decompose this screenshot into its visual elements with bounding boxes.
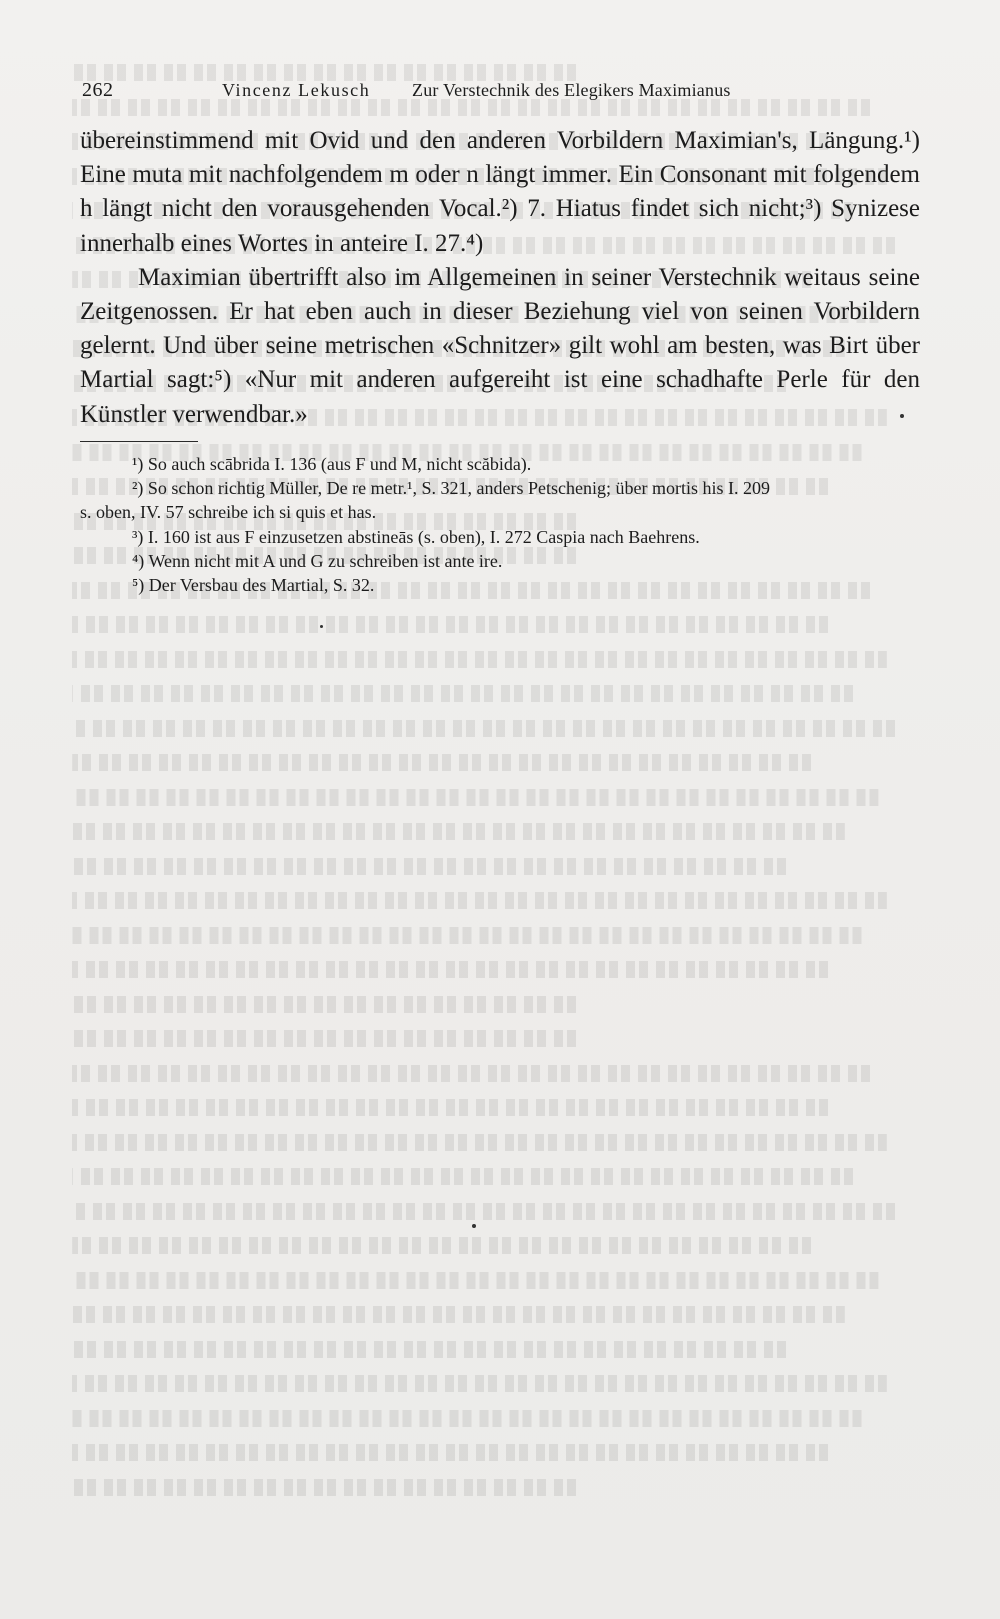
bleed-through-line xyxy=(72,1203,895,1220)
bleed-through-line xyxy=(72,1030,576,1047)
bleed-through-line xyxy=(72,892,887,909)
footnote-4: ⁴) Wenn nicht mit A und G zu schreiben ist ante ire. xyxy=(132,550,503,571)
ink-speck xyxy=(320,625,323,628)
bleed-through-line xyxy=(72,996,576,1013)
bleed-through-line xyxy=(72,1168,853,1185)
bleed-through-line xyxy=(72,1341,786,1358)
running-header-author: Vincenz Lekusch xyxy=(222,80,371,100)
bleed-through-line xyxy=(72,1272,878,1289)
bleed-through-line xyxy=(72,1306,845,1323)
footnote-5: ⁵) Der Versbau des Martial, S. 32. xyxy=(132,575,375,596)
bleed-through-line xyxy=(72,1134,887,1151)
ink-speck xyxy=(472,1224,476,1228)
bleed-through-line xyxy=(72,1099,828,1116)
bleed-through-line xyxy=(72,789,878,806)
bleed-through-line xyxy=(72,1444,828,1461)
bleed-through-line xyxy=(72,1375,887,1392)
paragraph-2: Maximian übertrifft also im Allgemeinen in seiner Verstechnik weitaus seine Zeitgenossen. Er hat eben auch in dieser Beziehung viel von seinen Vorbildern gelernt. Und über seine metrischen «Schnitzer» gilt wohl am besten, was Birt über Martial sagt:⁵) «Nur mit anderen aufgereiht ist eine schadhafte Perle für den Künstler verwendbar.» xyxy=(80,263,920,428)
bleed-through-line xyxy=(72,685,853,702)
bleed-through-line xyxy=(72,1410,862,1427)
bleed-through-line xyxy=(72,754,811,771)
paragraph-1: übereinstimmend mit Ovid und den anderen Vorbildern Maximian's, Längung.¹) Eine muta mit nachfolgendem m oder n längt immer. Ein Consonant mit folgendem h längt nicht den vorausgehenden Vocal.²) 7. Hiatus findet sich nicht;³) Synizese innerhalb eines Wortes in anteire I. 27.⁴) xyxy=(80,127,920,257)
bleed-through-line xyxy=(72,616,828,633)
footnotes xyxy=(80,452,920,597)
running-header-title: Zur Verstechnik des Elegikers Maximianus xyxy=(412,80,731,100)
page-number: 262 xyxy=(82,79,114,101)
main-text xyxy=(80,124,920,432)
bleed-through-line xyxy=(72,720,895,737)
footnote-3: ³) I. 160 ist aus F einzusetzen abstineās (s. oben), I. 272 Caspia nach Baehrens. xyxy=(132,526,700,547)
ink-speck xyxy=(900,414,904,418)
bleed-through-line xyxy=(72,1479,576,1496)
bleed-through-line xyxy=(72,1065,870,1082)
bleed-through-line xyxy=(72,651,887,668)
bleed-through-line xyxy=(72,927,862,944)
bleed-through-line xyxy=(72,961,828,978)
bleed-through-line xyxy=(72,1237,811,1254)
bleed-through-line xyxy=(72,823,845,840)
footnote-2: ²) So schon richtig Müller, De re metr.¹, S. 321, anders Petschenig; über mortis his I. 209 xyxy=(132,478,770,499)
bleed-through-line xyxy=(72,858,786,875)
running-header xyxy=(82,79,918,109)
footnote-2-continued: s. oben, IV. 57 schreibe ich si quis et has. xyxy=(80,502,377,523)
footnote-separator xyxy=(80,441,198,442)
footnote-1: ¹) So auch scābrida I. 136 (aus F und M, nicht scăbida). xyxy=(132,454,532,474)
